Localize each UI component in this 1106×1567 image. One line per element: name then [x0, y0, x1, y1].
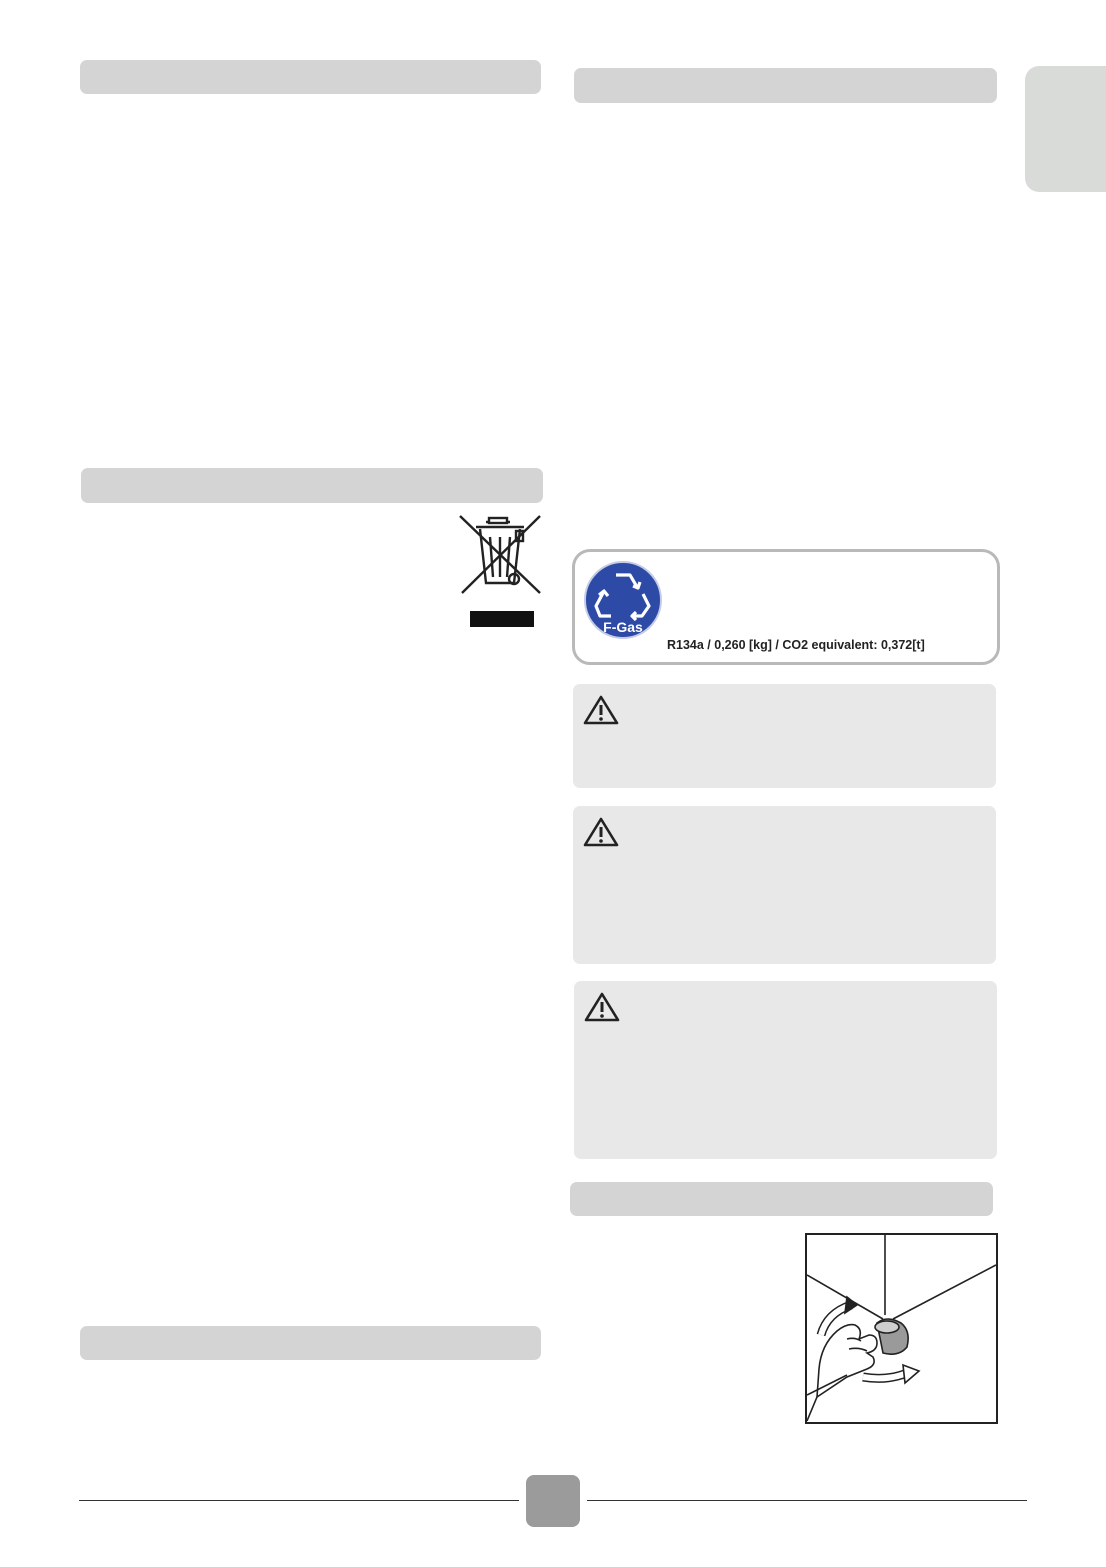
footer-rule-right	[587, 1500, 1027, 1501]
warning-box-1	[573, 684, 996, 788]
language-tab	[1025, 66, 1106, 192]
section-header-bar-disposal	[81, 468, 543, 503]
recycling-arrows-icon	[583, 560, 663, 640]
section-header-bar-right-2	[570, 1182, 993, 1216]
warning-triangle-icon	[583, 816, 619, 848]
levelling-foot-illustration	[805, 1233, 998, 1424]
fgas-refrigerant-spec: R134a / 0,260 [kg] / CO2 equivalent: 0,372[t]	[667, 638, 925, 652]
page-number-box	[526, 1475, 580, 1527]
warning-box-2	[573, 806, 996, 964]
footer-rule-left	[79, 1500, 519, 1501]
fgas-logo-label: F-Gas	[603, 619, 643, 635]
section-header-bar-3	[80, 1326, 541, 1360]
warning-triangle-icon	[584, 991, 620, 1023]
crossed-out-wheelie-bin-icon	[458, 513, 544, 631]
hand-adjusting-foot-drawing	[807, 1235, 996, 1422]
section-header-bar-1	[80, 60, 541, 94]
warning-triangle-icon	[583, 694, 619, 726]
section-header-bar-right-1	[574, 68, 997, 103]
warning-box-3	[574, 981, 997, 1159]
fgas-label-box	[572, 549, 1000, 665]
